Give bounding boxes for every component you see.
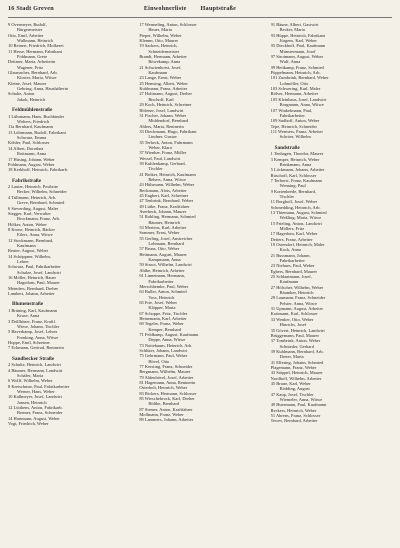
directory-entry: Bürgermeister (17, 27, 43, 33)
directory-entry: 11a Bernhard, Kaufmann (8, 124, 53, 130)
directory-entry: 18 Kerkhoff, Heinrich, Fabrikarb. (8, 167, 69, 173)
directory-entry: Lohmann, Bernhard (148, 241, 185, 247)
directory-entry: Wallmann, Heinrich (17, 38, 53, 44)
directory-entry: 8 Krone, Heinrich, Bäcker (8, 226, 55, 232)
directory-entry: 93 Hüppe, Heinrich, Fabrikant (270, 32, 326, 38)
directory-entry: Schulze, Josef, Landwirt (17, 269, 61, 275)
directory-entry: Schulte, Anton (8, 91, 35, 97)
directory-entry: Schlüter, Johann, Landwirt (139, 347, 188, 353)
directory-entry: 45 Engbert, Karl, Schreiner (139, 193, 189, 198)
spacer (8, 296, 129, 299)
directory-entry: 16 Möller, Heinrich, Bauer (8, 274, 57, 280)
directory-entry: Wessel, Paul, Landwirt (139, 155, 181, 161)
directory-entry: Schröer, Wilhelm (279, 134, 311, 140)
directory-entry: Rottmann, Anna (17, 151, 47, 157)
directory-entry: Nordhoff, Wilhelm, Arbeiter (270, 375, 322, 381)
directory-entry: Gehring, Anna, Haushälterin (17, 86, 69, 92)
directory-entry: Kock, Anna (279, 247, 301, 253)
directory-entry: Tepe, Heinrich, Schneider (270, 123, 317, 129)
directory-entry: 35 Gövert, Heinrich, Landwirt (270, 327, 325, 333)
directory-entry: Schwarz, Paul, Fabrikarbeiter (8, 264, 61, 270)
directory-entry: 97 Strotmann, August, Weber (270, 54, 324, 60)
directory-entry: 8 Kretschmer, Paul, Fabrikarbeiter (8, 383, 70, 389)
directory-entry: 1 Lührmann, Hans, Buchbinder (8, 113, 65, 119)
directory-entry: Voss, Heinrich (148, 294, 175, 300)
street-heading: Sandstraße (274, 144, 300, 151)
directory-entry: Heinemann, Karl, Arbeiter (139, 315, 187, 321)
directory-entry: Otto, Emil, Arbeiter (8, 32, 44, 38)
directory-entry: 39 Kuhlmann, Bernhard, Arb. (270, 348, 324, 354)
directory-entry: Brockmann, Franz, Arb. (17, 216, 61, 222)
directory-entry: 85 Wieschebrock, Karl, Dreher (139, 396, 195, 402)
directory-entry: Deppe, Anna, Witwe (148, 337, 186, 343)
directory-entry: Eilers, Anna, Witwe (17, 232, 53, 238)
spacer (271, 140, 392, 143)
directory-entry: 61 Linnemann, Hermann, (139, 273, 185, 279)
directory-entry: 17 Hüsing, Johann, Weber (8, 156, 55, 162)
directory-entry: Schmedding, Heinrich, Arb. (270, 204, 321, 210)
directory-entry: 12 Lüttkens, Anton, Fabrikarb. (8, 405, 63, 411)
directory-entry: Schäfer, Maria (17, 372, 44, 378)
directory-entry: Möllers, Fritz (279, 225, 305, 231)
directory-entry: 11 Hesse, Hermann, Fabrikant (8, 48, 62, 54)
directory-entry: 23 Niehues, Paul, Weber (270, 263, 315, 269)
street-heading: Feldmühlenstraße (12, 107, 53, 114)
directory-entry: Kampmann, Anna (148, 257, 181, 263)
directory-entry: Rüschoff, Karl, Schlosser (270, 172, 317, 178)
directory-entry: 31 Upmann, August, Arbeiter (270, 306, 324, 312)
directory-entry: 81 Hagemann, Anna, Rentnerin (139, 380, 196, 386)
directory-entry: Lindner, Gustav (148, 134, 177, 140)
directory-entry: 91 Bäune, Albert, Gastwirt (270, 22, 319, 27)
directory-entry: 47 Kaup, Josef, Tischler (270, 391, 314, 397)
directory-entry: Wiemeler, Anna, Witwe (279, 396, 323, 402)
directory-entry: 37 Tombrink, Anton, Weber (270, 338, 321, 344)
directory-entry: 25 Hemsing, Albert, Weber (139, 80, 188, 86)
directory-entry: Tischler (279, 193, 295, 199)
directory-entry: 17 Hagedorn, Karl, Weber (270, 231, 318, 237)
directory-entry: 59 Stroot, Wilhelm, Landwirt (139, 262, 192, 268)
directory-entry: Osterholt, Heinrich, Weber (139, 385, 188, 391)
directory-entry: 51 Rohling, Hermann, Schmied (139, 214, 196, 220)
directory-entry: 1 Tenhagen, Theodor, Maurer (270, 151, 324, 157)
directory-entry: Weßling, Maria, Witwe (279, 215, 322, 221)
directory-entry: Bäumker, Heinrich (279, 290, 314, 296)
directory-entry: Hoppe, Emil, Schreiner (8, 340, 50, 345)
directory-entry: 53 Mertens, Karl, Arbeiter (139, 225, 187, 231)
directory-entry: 4 Bäumer, Hermann, Landwirt (8, 367, 63, 373)
directory-entry: Heuer, Maria (148, 27, 172, 33)
directory-column-2 (139, 22, 260, 426)
street-heading: Fabrikstraße (12, 177, 42, 184)
street-heading: Sandbecker Straße (12, 355, 55, 362)
directory-entry: 95 Dieckhoff, Paul, Kaufmann (270, 43, 326, 49)
directory-entry: 89 Lammers, Johann, Arbeiter (139, 417, 194, 423)
directory-entry: 45 Brune, Karl, Weber (270, 380, 311, 386)
directory-entry: 9 Kortenbrede, Bernhard, (270, 188, 316, 194)
directory-entry: 10 Reinert, Friedrich, Molkerei (8, 43, 64, 49)
page-header (8, 5, 392, 18)
directory-entry: 14 Albert, Dorothea (8, 145, 44, 151)
directory-entry: Bremer, Franz, Schneider (17, 410, 63, 416)
directory-entry: Hagedorn, Paul, Maurer (17, 280, 60, 286)
directory-entry: 5 Haverkamp, Josef, Lehrer (8, 329, 58, 335)
page-number-and-city: 16 Stadt Greven (8, 5, 54, 12)
directory-entry: 2 Lauter, Heinrich, Postbote (8, 184, 58, 190)
directory-entry: 3 Drillhöner, Franz, Kraftf. (8, 318, 57, 324)
directory-entry: 14 Hartmann, August, Weber (8, 415, 60, 421)
directory-entry: Jansen, Heinrich (17, 399, 47, 405)
directory-entry: Bäumer, Heinrich (148, 219, 180, 225)
directory-entry: Deitmer, Maria, Arbeiterin (8, 59, 56, 65)
directory-entry: 1 Brüning, Karl, Kaufmann (8, 307, 57, 313)
directory-entry: Fabrikarbeiter (148, 278, 174, 284)
directory-entry: Kemper, Bernhard (148, 326, 182, 332)
directory-entry: Klöpper, Maria (148, 305, 176, 311)
directory-entry: Deiters, Franz, Arbeiter (270, 236, 313, 242)
directory-entry: Pohlmann, Grete (17, 54, 48, 60)
directory-entry: 105 Kleinhaus, Josef, Landwirt (270, 96, 327, 102)
directory-entry: 19 Sackers, Heinrich, (139, 43, 178, 49)
directory-entry: 25 Schlautmann, Josef, (270, 274, 312, 280)
directory-entry: 13 Lührmann, Rudolf, Fabrikant (8, 129, 66, 135)
directory-entry: 15 Frieling, Anton, Landwirt (270, 220, 322, 226)
directory-entry: Werner, Hans, Weber (17, 389, 55, 394)
directory-entry: 12 Stockmann, Bernhard, (8, 237, 54, 243)
directory-entry: 49 Lütke, Franz, Kraftfahrer (139, 203, 190, 209)
directory-entry: Becker, Wilhelm, Schneider (17, 189, 67, 195)
directory-entry: Fabrikarbeiter (279, 112, 305, 118)
directory-column-3 (271, 22, 392, 426)
directory-entry: Pieper, Wilhelm, Weber (139, 32, 182, 38)
directory-entry: Kruse, Anna (17, 313, 40, 319)
directory-entry: Pohlmann, August, Weber (8, 161, 55, 167)
directory-entry: Merschhemke, Paul, Weber (139, 283, 189, 289)
directory-entry: 41 Elfering, Johann, Schmied (270, 359, 324, 365)
directory-entry: Hövel, Otto (148, 358, 170, 364)
directory-entry: 101 Zumbrink, Bernhard, Weber (270, 75, 329, 81)
directory-entry: Brinkmann, Anna (279, 161, 312, 167)
directory-entry: 7 Terhorst, Franz, Kaufmann (270, 177, 322, 183)
directory-entry: Vogt, Friedrich, Weber (8, 421, 49, 427)
directory-entry: 4 Tüllmann, Heinrich, Arb. (8, 194, 57, 200)
directory-entry: Pelster, Anna, Witwe (279, 300, 317, 306)
directory-entry: Rehers, Anna, Witwe (148, 176, 187, 182)
directory-entry: Ahlke, Heinrich, Arbeiter (139, 267, 185, 273)
directory-entry: 41 Bröker, Heinrich, Kaufmann (139, 171, 196, 177)
directory-entry: Plagemann, Franz, Weber (270, 364, 317, 370)
spacer (8, 173, 129, 176)
directory-entry: 79 Aldenhövel, Josef, Arbeiter (139, 374, 194, 380)
directory-entry: Glasmacher, Bernhard, Arb. (8, 70, 58, 76)
directory-entry: 2 Schulte, Heinrich, Landwirt (8, 362, 61, 368)
directory-entry: 67 Schoppe, Fritz, Tischler (139, 310, 188, 316)
directory-entry: Brüggemann, Paul, Maurer (270, 332, 319, 338)
directory-entry: 103 Schwering, Karl, Maler (270, 86, 321, 92)
directory-entry: Lehrer (17, 258, 29, 264)
directory-entry: Kaufmann (279, 279, 299, 285)
directory-entry: Münstermann, Josef (279, 48, 316, 54)
directory-entry: Röwekamp, Anna (148, 59, 181, 65)
directory-entry: 6 Wolff, Wilhelm, Weber (8, 378, 53, 384)
directory-entry: Jakob, Heinrich (17, 96, 46, 102)
directory-entry: 35 Terbeck, Anton, Fuhrmann (139, 139, 193, 145)
directory-entry: Egbers, Bernhard, Maurer (270, 268, 317, 274)
directory-entry: Kleine, Josef, Maurer (8, 80, 47, 86)
directory-entry: Rölver, Hermann, Arbeiter (270, 91, 319, 97)
directory-entry: Middendorf, Bernhard (148, 118, 189, 124)
directory-entry: Kuhlmann, Franz, Arbeiter (139, 86, 188, 92)
directory-entry: Schnieder, Gerhard (279, 343, 314, 349)
directory-entry: Brandt, Hermann, Arbeiter (139, 54, 187, 60)
directory-entry: 111 Wermers, Franz, Arbeiter (270, 128, 323, 134)
directory-entry: Stegger, Karl, Verwalter (8, 210, 51, 216)
directory-entry: 5 Löckmann, Johann, Arbeiter (270, 167, 325, 173)
directory-entry: Klemm, Otto, Maurer (139, 38, 179, 44)
directory-entry: 33 Wenker, Otto, Weber (270, 316, 314, 322)
directory-entry: 47 Tenbrink, Bernhard, Weber (139, 198, 194, 204)
directory-column-1 (8, 22, 129, 426)
directory-entry: Greve, Bernhard, Schmied (17, 200, 65, 206)
directory-entry: Mollmann, Franz, Weber (139, 412, 184, 418)
directory-entry: Weber, Klara (148, 144, 172, 150)
directory-entry: Tewes, Bernhard, Arbeiter (270, 418, 318, 424)
directory-entry: Hinrichs, Josef (279, 322, 307, 328)
directory-entry: Wiese, Johann, Tischler (17, 323, 60, 329)
directory-entry: 109 Sudhoff, Anton, Weber (270, 118, 320, 124)
directory-entry: 29 Laumann, Franz, Schneider (270, 295, 326, 301)
spacer (8, 102, 129, 105)
directory-entry: 71 Feldkamp, August, Kaufmann (139, 331, 199, 337)
directory-entry: 107 Winkelmann, Paul, (270, 107, 313, 113)
directory-entry: 63 Buller, Anton, Schmied (139, 289, 187, 295)
spacer (8, 351, 129, 354)
directory-entry: Averbeck, Johann, Maurer (139, 209, 187, 215)
directory-entry: Pöppelmann, Heinrich, Arb. (270, 70, 321, 76)
directory-entry: Höltke, Bernhard (148, 401, 180, 407)
directory-entry: 29 Koch, Heinrich, Schreiner (139, 102, 192, 108)
directory-entry: 10 Kallmeyer, Josef, Landwirt (8, 394, 62, 400)
directory-entry: Kaufmann (148, 70, 168, 76)
page-street-title: Hauptstraße (200, 5, 237, 12)
directory-entry: Kottmann, Karl, Schlosser (270, 311, 318, 317)
directory-entry: Wulf, Anna (279, 59, 301, 65)
directory-entry: Bödding, August (279, 386, 310, 392)
directory-entry: 14 Schöppner, Wilhelm, (8, 253, 51, 259)
directory-entry: 17 Wermeling, Anton, Schlosser (139, 22, 197, 27)
directory-entry: Beckmann, Alois, Arbeiter (139, 187, 187, 193)
directory-entry: 77 Kersting, Franz, Schneider (139, 364, 193, 369)
directory-entry: Dreier, Maria (279, 354, 304, 360)
directory-entry: Ahlers, Maria, Rentnerin (139, 123, 184, 129)
directory-entry: Schwarz, Emma (17, 135, 47, 141)
directory-entry: Wagener, Fritz (17, 64, 44, 70)
directory-entry: 27 Hölscher, Wilhelm, Weber (270, 284, 324, 290)
directory-entry: 49 Huesmann, Paul, Kaufmann (270, 402, 327, 408)
directory-entry: Reuter, August, Weber (8, 248, 49, 254)
directory-entry: 21 Schwienhorst, Josef, (139, 64, 182, 70)
directory-entry: Wenning, Paul (279, 183, 306, 189)
directory-entry: Reckers, Heinrich, Weber (270, 407, 317, 413)
directory-entry: Bischoff, Karl (148, 96, 174, 102)
directory-entry: 3 Kemper, Heinrich, Weber (270, 156, 320, 162)
directory-entry: Köhler, Paul, Schlosser (8, 140, 50, 146)
directory-entry: Fabrikarbeiter (279, 258, 305, 264)
directory-entry: 11 Borghoff, Josef, Weber (270, 199, 318, 205)
directory-entry: Höfener, Josef, Landwirt (139, 107, 184, 113)
directory-entry: 43 Stöppel, Heinrich, Maurer (270, 370, 323, 376)
directory-entry: Lambert, Johann, Arbeiter (8, 291, 55, 296)
directory-entry: 13 Thiemann, August, Schmied (270, 209, 327, 215)
directory-entry: Bergmann, Wilhelm, Maurer (139, 369, 191, 375)
directory-entry: Heitmann, August, Maurer (139, 251, 187, 257)
directory-entry: 9 Overmeyer, Rudolf, (8, 22, 47, 27)
directory-entry: 19 Ostendorf, Heinrich, Maler (270, 242, 325, 247)
directory-entry: 43 Hülsmann, Wilhelm, Weber (139, 182, 195, 188)
street-heading: Blumenstraße (12, 301, 44, 308)
directory-entry: 87 Siemer, Anton, Kraftfahrer (139, 406, 193, 412)
page-section-title: Einwohnerliste (143, 5, 187, 12)
directory-entry: Becker, Maria (279, 27, 305, 33)
directory-entry: 6 Sieverding, August, Maler (8, 205, 59, 211)
directory-entry: 39 Kuhlenkamp, Gerhard, (139, 160, 186, 166)
directory-entry: Lohmöller, Otto (279, 80, 309, 86)
directory-entry: Kloster, Maria, Witwe (17, 75, 57, 81)
directory-entry: Jürgens, Karl, Weber (279, 38, 317, 44)
directory-columns (8, 22, 392, 426)
directory-entry: 51 Ahrens, Franz, Schlosser (270, 413, 321, 418)
directory-entry: 73 Nottebaum, Heinrich, Arb. (139, 342, 193, 348)
directory-entry: 69 Tegeler, Franz, Weber (139, 321, 184, 327)
directory-entry: Meinders, Bernhard, Dreher (8, 285, 59, 291)
directory-entry: Kaufmann (17, 242, 36, 248)
directory-entry: 33 Dieckmann, Hugo, Fabrikant (139, 128, 197, 134)
directory-entry: Schneidermeister (148, 48, 180, 54)
directory-entry: 37 Wienker, Franz, Müller (139, 150, 187, 156)
directory-entry: 27 Holtmann, August, Dreher (139, 91, 192, 97)
directory-entry: Sommer, Ernst, Weber (139, 230, 180, 236)
directory-entry: Tischler (148, 166, 163, 172)
directory-entry: 21 Bussmann, Johann, (270, 252, 311, 258)
directory-entry: 99 Heitkamp, Franz, Schmied (270, 64, 324, 70)
directory-entry: Hölker, Anton, Weber (8, 221, 47, 227)
directory-entry: 57 Bruns, Otto, Weber (139, 246, 180, 252)
directory-entry: 55 Gerling, Josef, Anstreicher (139, 235, 193, 241)
directory-entry: 23 Lange, Ernst, Weber (139, 75, 182, 81)
directory-entry: Frenking, Anna, Witwe (17, 334, 59, 340)
directory-entry: Wolters, Friedrich (17, 119, 50, 125)
directory-entry: 31 Fischer, Johann, Weber (139, 112, 187, 118)
directory-entry: Borgmann, Anna, Witwe (279, 102, 324, 108)
directory-entry: 65 Frie, Josef, Weber (139, 299, 177, 305)
directory-entry: 75 Gehrmann, Paul, Weber (139, 353, 188, 359)
directory-entry: 7 Eckmann, Gertrud, Rentnerin (8, 345, 64, 351)
directory-entry: 83 Rickers, Hermann, Schlosser (139, 390, 197, 396)
